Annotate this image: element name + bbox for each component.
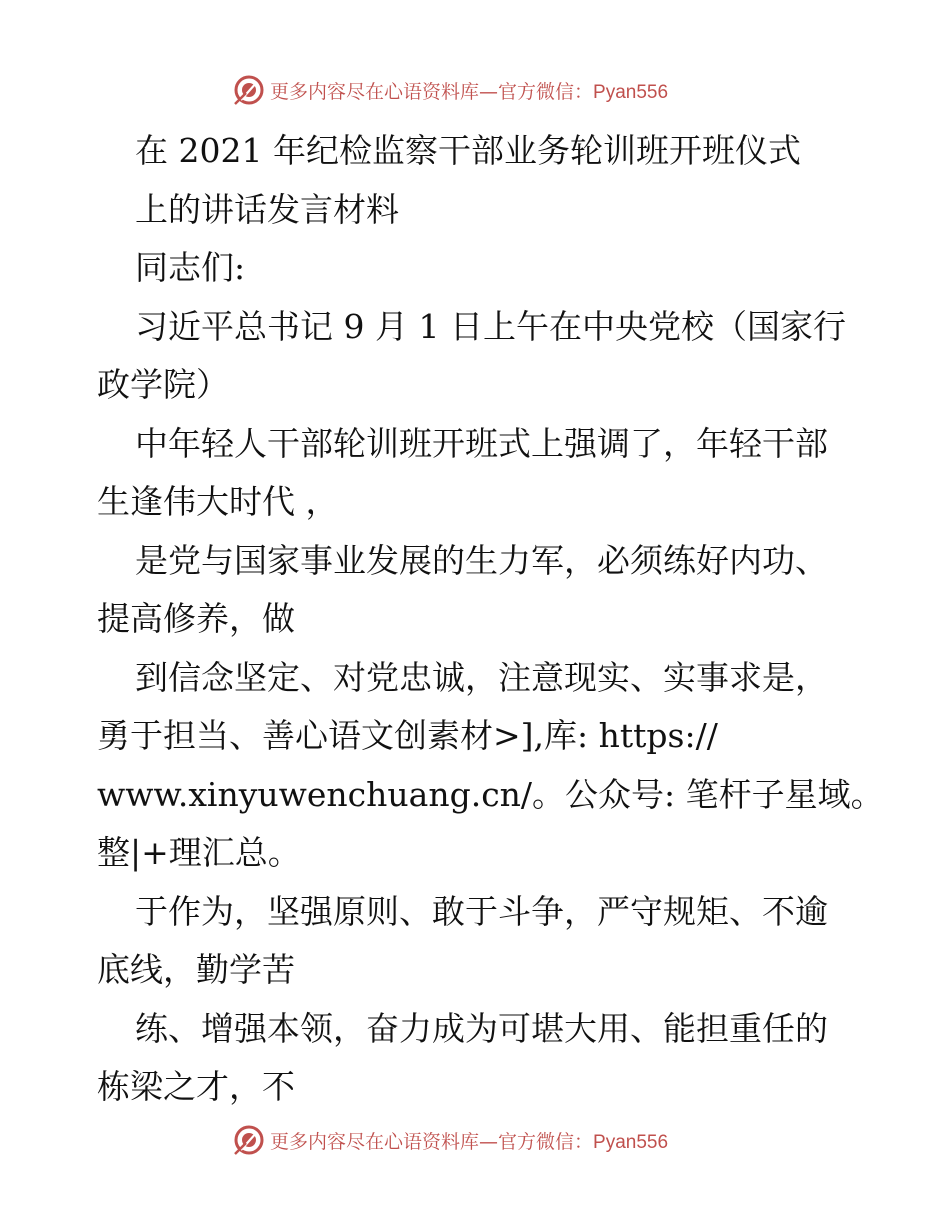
banner-wechat-label: 官方微信：	[498, 80, 594, 103]
doc-line: 提高修养，做	[97, 599, 295, 638]
banner-wechat-handle: Pyan556	[593, 81, 669, 103]
footer-watermark-banner	[232, 1120, 752, 1160]
doc-line: 练、增强本领，奋力成为可堪大用、能担重任的	[135, 1008, 828, 1048]
doc-line: 底线，勤学苦	[97, 950, 295, 989]
banner-separator: —	[479, 80, 499, 103]
banner-separator: —	[479, 1130, 499, 1153]
doc-line: 习近平总书记 9 月 1 日上午在中央党校（国家行	[135, 306, 846, 346]
banner-brand-text: 更多内容尽在心语资料库	[270, 80, 480, 103]
doc-line: 栋梁之才，不	[97, 1067, 295, 1106]
banner-text	[270, 77, 668, 104]
doc-line: 于作为，坚强原则、敢于斗争，严守规矩、不逾	[135, 891, 828, 931]
doc-line-title-1: 在 2021 年纪检监察干部业务轮训班开班仪式	[135, 131, 801, 170]
doc-line: 生逢伟大时代 ，	[97, 482, 339, 521]
doc-line: 勇于担当、善心语文创素材>],库: https://	[97, 716, 718, 755]
doc-line-title-2: 上的讲话发言材料	[135, 189, 399, 229]
pen-nib-logo-icon	[232, 73, 266, 107]
banner-text	[270, 1127, 668, 1154]
doc-line: 是党与国家事业发展的生力军，必须练好内功、	[135, 540, 828, 580]
header-watermark-banner	[232, 70, 752, 110]
pen-nib-logo-icon	[232, 1123, 266, 1157]
doc-line: 整|+理汇总。	[97, 833, 301, 872]
document-body	[97, 122, 884, 1117]
doc-line-salutation: 同志们:	[135, 248, 246, 287]
banner-wechat-handle: Pyan556	[593, 1131, 669, 1153]
banner-wechat-label: 官方微信：	[498, 1130, 594, 1153]
doc-line: www.xinyuwenchuang.cn/。公众号: 笔杆子星域。	[97, 774, 884, 814]
banner-brand-text: 更多内容尽在心语资料库	[270, 1130, 480, 1153]
doc-line: 到信念坚定、对党忠诚，注意现实、实事求是，	[135, 657, 828, 697]
doc-line: 中年轻人干部轮训班开班式上强调了，年轻干部	[135, 423, 828, 463]
doc-line: 政学院）	[97, 365, 229, 404]
